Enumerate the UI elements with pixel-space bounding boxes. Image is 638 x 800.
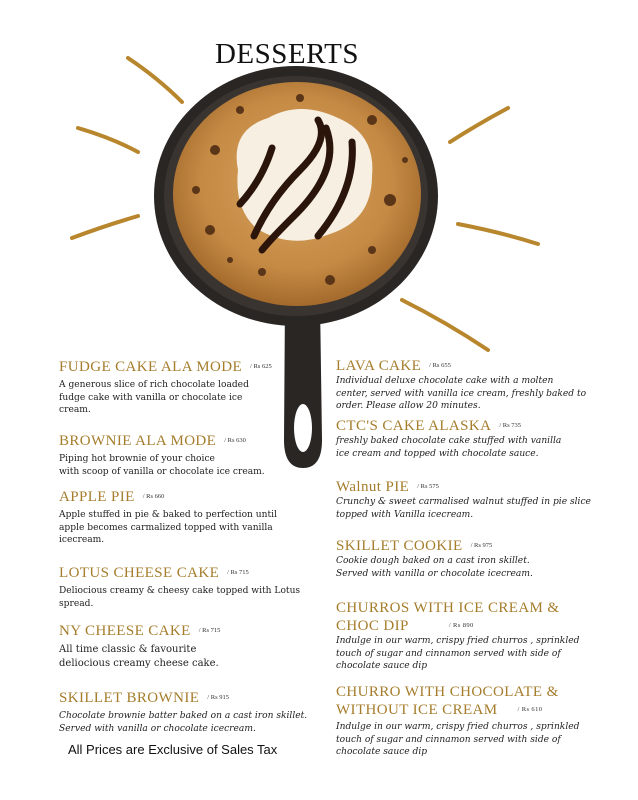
item-description: Apple stuffed in pie & baked to perfection until apple becomes carmalized topped with vanilla icecream.	[59, 510, 277, 545]
item-name: BROWNIE ALA MODE	[59, 433, 217, 449]
item-description: Piping hot brownie of your choice with scoop of vanilla or chocolate ice cream.	[59, 454, 265, 477]
item-name: LOTUS CHEESE CAKE	[59, 565, 220, 581]
item-description: Indulge in our warm, crispy fried churros , sprinkled touch of sugar and cinnamon served with side of chocolate sauce dip	[336, 636, 580, 671]
item-description: Chocolate brownie batter baked on a cast iron skillet. Served with vanilla or chocolate icecream.	[59, 711, 308, 734]
item-description: All time classic & favourite deliocious creamy cheese cake.	[59, 644, 219, 669]
item-price: / Rs 610	[517, 706, 543, 713]
item-description: freshly baked chocolate cake stuffed with vanilla ice cream and topped with chocolate sauce.	[336, 436, 562, 459]
menu-item-churro-with-chocolate	[336, 683, 631, 759]
item-price: / Rs 630	[224, 437, 246, 444]
item-price: / Rs 660	[142, 493, 165, 500]
item-name: FUDGE CAKE ALA MODE	[59, 359, 243, 375]
item-description: Individual deluxe chocolate cake with a molten center, served with vanilla ice cream, freshly baked to order. Please allow 20 minutes.	[336, 376, 587, 411]
menu-item-brownie-ala-mode	[59, 430, 319, 478]
item-name: CHURROS WITH ICE CREAM & CHOC DIP $^{/ Rs 890}$	[336, 600, 560, 634]
item-price: / Rs 890	[448, 622, 474, 629]
item-price: / Rs 715	[227, 569, 249, 576]
item-price: / Rs 975	[470, 542, 493, 549]
sales-tax-note: All Prices are Exclusive of Sales Tax	[68, 742, 278, 757]
item-name: NY CHEESE CAKE	[59, 623, 191, 639]
menu-item-ctcs-cake-alaska	[336, 415, 626, 460]
menu-item-ny-cheese-cake	[59, 620, 319, 671]
menu-item-churros-with-ice-cream	[336, 599, 631, 673]
item-price: / Rs 575	[417, 483, 439, 490]
item-price: / Rs 715	[198, 627, 221, 634]
item-description: Crunchy & sweet carmalised walnut stuffed in pie slice topped with Vanilla icecream.	[336, 497, 591, 520]
menu-item-skillet-brownie	[59, 687, 319, 735]
item-description: Deliocious creamy & cheesy cake topped with Lotus spread.	[59, 586, 301, 609]
menu-item-lava-cake	[336, 355, 626, 413]
item-price: / Rs 735	[499, 422, 522, 429]
item-name: SKILLET COOKIE	[336, 538, 463, 554]
item-name: CHURRO WITH CHOCOLATE & WITHOUT ICE CREAM $^{/ Rs 610}$	[336, 684, 559, 718]
item-name: Walnut PIE	[336, 479, 410, 495]
item-description: Indulge in our warm, crispy fried churros , sprinkled touch of sugar and cinnamon served with side of chocolate sauce dip	[336, 722, 580, 757]
item-price: / Rs 655	[429, 362, 451, 369]
item-description: Cookie dough baked on a cast iron skillet. Served with vanilla or chocolate icecream.	[336, 556, 533, 579]
item-name: LAVA CAKE	[336, 358, 422, 374]
menu-item-apple-pie	[59, 486, 319, 547]
menu-item-walnut-pie	[336, 476, 631, 521]
item-price: / Rs 625	[250, 363, 272, 370]
menu-item-fudge-cake	[59, 356, 319, 417]
item-name: SKILLET BROWNIE	[59, 690, 200, 706]
item-description: A generous slice of rich chocolate loaded fudge cake with vanilla or chocolate ice cream.	[59, 380, 249, 415]
menu-item-lotus-cheese-cake	[59, 562, 329, 610]
item-price: / Rs 915	[207, 694, 229, 701]
menu-item-skillet-cookie	[336, 535, 626, 580]
item-name: APPLE PIE	[59, 489, 135, 505]
item-name: CTC'S CAKE ALASKA	[336, 418, 492, 434]
page-title: DESSERTS	[214, 38, 360, 70]
